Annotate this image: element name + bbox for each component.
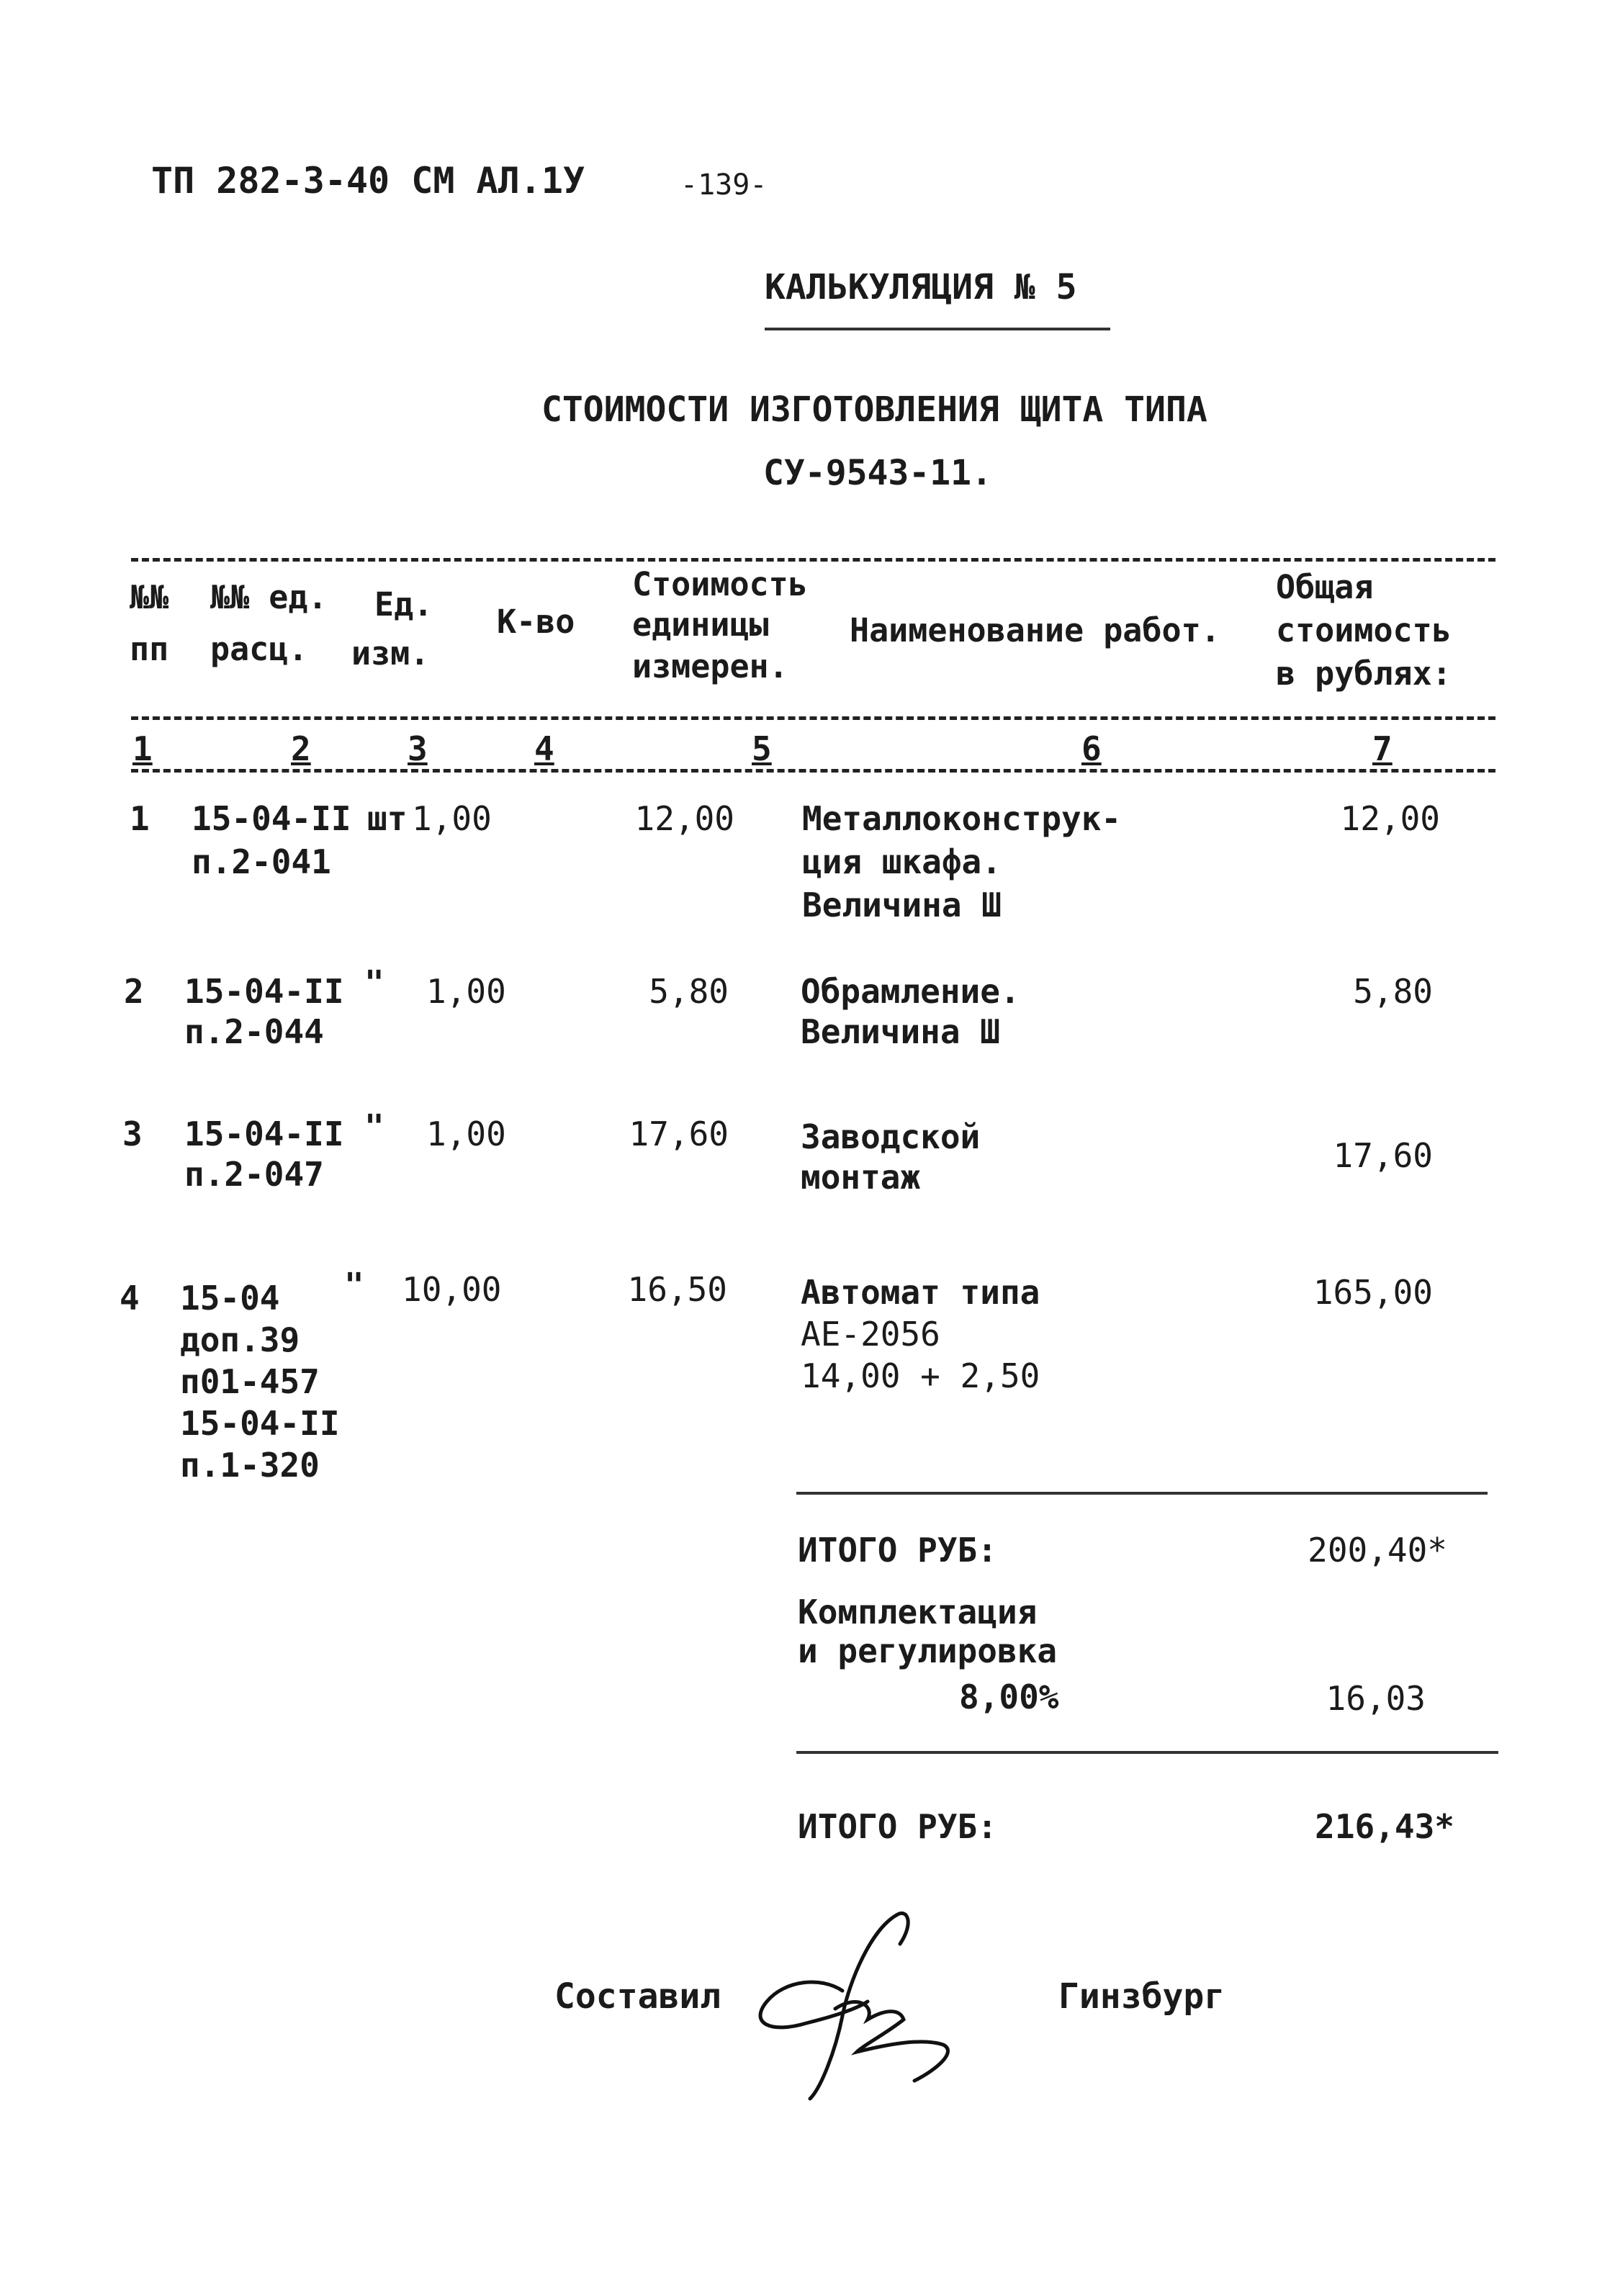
row-code: 15-04-II	[180, 1404, 340, 1443]
extra-value: 16,03	[1326, 1679, 1426, 1718]
row-code: 15-04-II	[192, 799, 351, 838]
extra-label-line2: и регулировка	[798, 1631, 1058, 1670]
table-top-rule	[131, 558, 1495, 562]
row-quantity: 1,00	[412, 799, 492, 838]
row-work-name: Величина Ш	[801, 1012, 1000, 1051]
row-code: 15-04-II	[184, 972, 344, 1011]
header-col5-line2: единицы	[632, 605, 769, 644]
header-bottom-rule	[131, 716, 1495, 720]
header-col4: К-во	[497, 603, 575, 641]
row-work-name: монтаж	[801, 1158, 921, 1197]
col-number-2: 2	[291, 729, 311, 768]
col-number-7: 7	[1372, 729, 1393, 768]
extra-percent: 8,00%	[959, 1678, 1059, 1716]
calculation-title: КАЛЬКУЛЯЦИЯ № 5	[765, 267, 1077, 307]
col-number-5: 5	[752, 729, 772, 768]
header-col7-line1: Общая	[1276, 568, 1374, 606]
row-code: доп.39	[180, 1320, 300, 1359]
header-col1-line1: №№	[130, 578, 169, 616]
row-code: п.2-047	[184, 1155, 324, 1194]
header-col2-line2: расц.	[210, 630, 308, 668]
signer-name: Гинзбург	[1058, 1976, 1225, 2017]
subtotal-value: 200,40*	[1308, 1531, 1447, 1570]
header-col5-line3: измерен.	[632, 647, 788, 685]
col-number-4: 4	[534, 729, 554, 768]
header-col3-line1: Ед.	[374, 585, 433, 623]
col-number-6: 6	[1081, 729, 1102, 768]
row-work-name: Величина Ш	[802, 886, 1002, 924]
signature-label: Составил	[554, 1976, 721, 2017]
subtitle-line1: СТОИМОСТИ ИЗГОТОВЛЕНИЯ ЩИТА ТИПА	[541, 390, 1207, 430]
extra-label-line1: Комплектация	[798, 1593, 1038, 1631]
row-code: п.2-041	[192, 842, 331, 881]
row-quantity: 1,00	[426, 1115, 506, 1153]
row-unit-cost: 16,50	[627, 1270, 727, 1309]
row-unit: шт	[367, 799, 408, 838]
col-number-1: 1	[132, 729, 153, 768]
total-value: 216,43*	[1315, 1807, 1454, 1846]
header-col7-line3: в рублях:	[1276, 654, 1452, 693]
row-unit-ditto: "	[364, 1107, 384, 1146]
row-code: 15-04-II	[184, 1115, 344, 1153]
row-total: 5,80	[1353, 972, 1433, 1011]
header-col7-line2: стоимость	[1276, 611, 1452, 649]
header-col5-line1: Стоимость	[632, 565, 808, 603]
row-total: 17,60	[1333, 1136, 1433, 1175]
column-number-rule	[131, 769, 1495, 773]
row-unit-cost: 12,00	[634, 799, 734, 838]
row-work-name: Автомат типа	[801, 1273, 1040, 1312]
subtitle-line2: СУ-9543-11.	[763, 453, 992, 493]
title-underline	[765, 328, 1110, 330]
row-code: п.2-044	[184, 1012, 324, 1051]
header-col6: Наименование работ.	[850, 611, 1220, 649]
total-label: ИТОГО РУБ:	[798, 1807, 997, 1846]
row-work-name: Заводской	[801, 1117, 981, 1156]
col-number-3: 3	[408, 729, 428, 768]
row-work-name: ция шкафа.	[802, 842, 1002, 881]
row-quantity: 1,00	[426, 972, 506, 1011]
row-unit-cost: 17,60	[629, 1115, 729, 1153]
subtotal-rule	[796, 1492, 1488, 1495]
row-unit-cost: 5,80	[649, 972, 729, 1011]
row-work-name: Обрамление.	[801, 972, 1020, 1011]
row-number: 4	[120, 1279, 140, 1318]
row-number: 3	[122, 1115, 143, 1153]
header-col3-line2: изм.	[351, 634, 430, 672]
row-work-name: 14,00 + 2,50	[801, 1356, 1040, 1395]
row-code: п.1-320	[180, 1446, 320, 1485]
row-quantity: 10,00	[402, 1270, 502, 1309]
handwritten-signature	[742, 1901, 986, 2102]
doc-code: ТП 282-3-40 СМ АЛ.1У	[151, 160, 585, 202]
row-code: п01-457	[180, 1362, 320, 1401]
row-number: 1	[130, 799, 150, 838]
row-number: 2	[124, 972, 144, 1011]
row-work-name: АЕ-2056	[801, 1315, 940, 1354]
header-col2-line1: №№ ед.	[210, 578, 328, 616]
row-code: 15-04	[180, 1279, 280, 1318]
total-rule	[796, 1751, 1498, 1754]
row-unit-ditto: "	[344, 1266, 364, 1305]
row-work-name: Металлоконструк-	[802, 799, 1122, 838]
row-total: 165,00	[1313, 1273, 1433, 1312]
row-total: 12,00	[1340, 799, 1440, 838]
header-col1-line2: пп	[130, 630, 169, 668]
subtotal-label: ИТОГО РУБ:	[798, 1531, 997, 1570]
row-unit-ditto: "	[364, 963, 384, 1002]
page-number: -139-	[680, 168, 768, 202]
